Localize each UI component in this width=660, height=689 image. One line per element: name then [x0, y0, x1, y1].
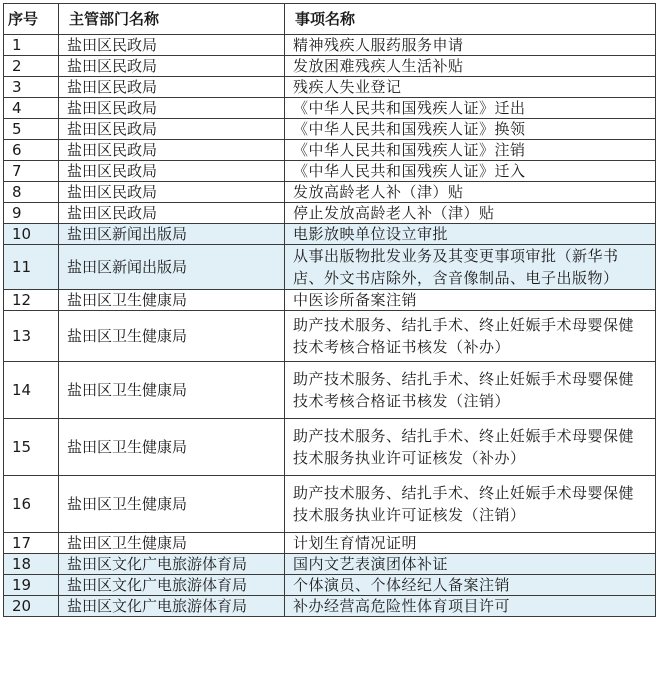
row-matter-name: 助产技术服务、结扎手术、终止妊娠手术母婴保健技术考核合格证书核发（注销） [285, 362, 656, 419]
row-serial-no: 13 [4, 311, 59, 362]
row-department: 盐田区卫生健康局 [59, 290, 285, 311]
row-matter-name: 助产技术服务、结扎手术、终止妊娠手术母婴保健技术服务执业许可证核发（补办） [285, 419, 656, 476]
table-row [4, 224, 656, 245]
row-matter-name: 计划生育情况证明 [285, 533, 656, 554]
header-row [4, 4, 656, 35]
row-matter-name: 《中华人民共和国残疾人证》迁出 [285, 98, 656, 119]
row-serial-no: 12 [4, 290, 59, 311]
header-serial-no: 序号 [4, 4, 59, 35]
row-department: 盐田区民政局 [59, 161, 285, 182]
row-serial-no: 10 [4, 224, 59, 245]
row-serial-no: 3 [4, 77, 59, 98]
row-matter-name: 《中华人民共和国残疾人证》迁入 [285, 161, 656, 182]
row-serial-no: 20 [4, 596, 59, 617]
row-department: 盐田区文化广电旅游体育局 [59, 575, 285, 596]
row-serial-no: 14 [4, 362, 59, 419]
row-department: 盐田区民政局 [59, 182, 285, 203]
row-department: 盐田区民政局 [59, 203, 285, 224]
row-department: 盐田区卫生健康局 [59, 419, 285, 476]
row-matter-name: 助产技术服务、结扎手术、终止妊娠手术母婴保健技术考核合格证书核发（补办） [285, 311, 656, 362]
row-serial-no: 2 [4, 56, 59, 77]
table-row [4, 596, 656, 617]
table-row [4, 476, 656, 533]
row-serial-no: 18 [4, 554, 59, 575]
row-matter-name: 个体演员、个体经纪人备案注销 [285, 575, 656, 596]
table-row [4, 533, 656, 554]
row-matter-name: 精神残疾人服药服务申请 [285, 35, 656, 56]
row-department: 盐田区新闻出版局 [59, 245, 285, 290]
row-serial-no: 1 [4, 35, 59, 56]
row-serial-no: 11 [4, 245, 59, 290]
table-row [4, 419, 656, 476]
table-row [4, 77, 656, 98]
row-matter-name: 停止发放高龄老人补（津）贴 [285, 203, 656, 224]
row-department: 盐田区民政局 [59, 35, 285, 56]
row-department: 盐田区新闻出版局 [59, 224, 285, 245]
row-matter-name: 发放高龄老人补（津）贴 [285, 182, 656, 203]
row-serial-no: 7 [4, 161, 59, 182]
row-serial-no: 6 [4, 140, 59, 161]
matters-table [3, 3, 656, 617]
table-row [4, 362, 656, 419]
table-row [4, 98, 656, 119]
row-department: 盐田区民政局 [59, 98, 285, 119]
row-matter-name: 从事出版物批发业务及其变更事项审批（新华书店、外文书店除外，含音像制品、电子出版物） [285, 245, 656, 290]
row-serial-no: 8 [4, 182, 59, 203]
row-serial-no: 5 [4, 119, 59, 140]
row-department: 盐田区文化广电旅游体育局 [59, 596, 285, 617]
row-serial-no: 17 [4, 533, 59, 554]
row-matter-name: 《中华人民共和国残疾人证》注销 [285, 140, 656, 161]
table-row [4, 182, 656, 203]
row-matter-name: 电影放映单位设立审批 [285, 224, 656, 245]
row-department: 盐田区民政局 [59, 119, 285, 140]
table-row [4, 290, 656, 311]
row-department: 盐田区文化广电旅游体育局 [59, 554, 285, 575]
table-row [4, 245, 656, 290]
table-row [4, 554, 656, 575]
table-row [4, 140, 656, 161]
row-matter-name: 中医诊所备案注销 [285, 290, 656, 311]
row-serial-no: 16 [4, 476, 59, 533]
row-department: 盐田区卫生健康局 [59, 311, 285, 362]
row-matter-name: 发放困难残疾人生活补贴 [285, 56, 656, 77]
row-serial-no: 9 [4, 203, 59, 224]
row-department: 盐田区民政局 [59, 77, 285, 98]
row-serial-no: 15 [4, 419, 59, 476]
row-matter-name: 补办经营高危险性体育项目许可 [285, 596, 656, 617]
row-department: 盐田区卫生健康局 [59, 476, 285, 533]
row-serial-no: 19 [4, 575, 59, 596]
row-serial-no: 4 [4, 98, 59, 119]
row-matter-name: 残疾人失业登记 [285, 77, 656, 98]
table-row [4, 203, 656, 224]
row-department: 盐田区卫生健康局 [59, 362, 285, 419]
row-matter-name: 助产技术服务、结扎手术、终止妊娠手术母婴保健技术服务执业许可证核发（注销） [285, 476, 656, 533]
table-row [4, 575, 656, 596]
header-matter-name: 事项名称 [285, 4, 656, 35]
row-department: 盐田区卫生健康局 [59, 533, 285, 554]
table-row [4, 35, 656, 56]
table-row [4, 161, 656, 182]
table-row [4, 119, 656, 140]
row-matter-name: 国内文艺表演团体补证 [285, 554, 656, 575]
row-matter-name: 《中华人民共和国残疾人证》换领 [285, 119, 656, 140]
row-department: 盐田区民政局 [59, 140, 285, 161]
table-row [4, 56, 656, 77]
header-department: 主管部门名称 [59, 4, 285, 35]
table-row [4, 311, 656, 362]
row-department: 盐田区民政局 [59, 56, 285, 77]
